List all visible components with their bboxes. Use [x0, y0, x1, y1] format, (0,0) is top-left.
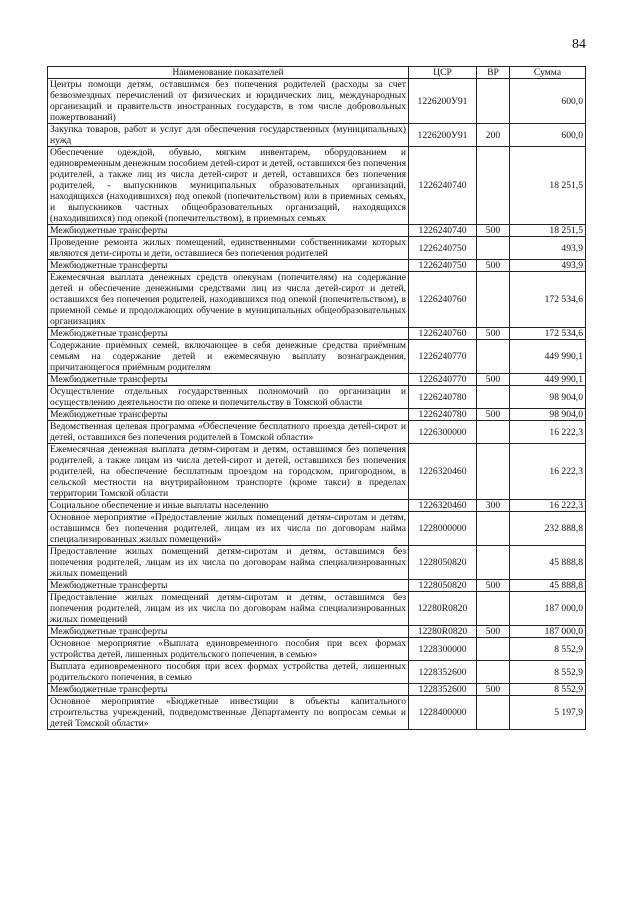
cell-csr: 1226200У91 [409, 79, 477, 124]
column-header-csr: ЦСР [409, 67, 477, 79]
table-row [48, 512, 586, 546]
cell-csr: 1226240780 [409, 409, 477, 421]
table-body [48, 79, 586, 730]
cell-vr [477, 512, 510, 546]
column-header-sum: Сумма [510, 67, 586, 79]
cell-vr: 500 [477, 374, 510, 386]
cell-vr [477, 592, 510, 626]
cell-name: Межбюджетные трансферты [48, 225, 409, 237]
cell-name: Межбюджетные трансферты [48, 409, 409, 421]
cell-name: Предоставление жилых помещений детям-сиротам и детям, оставшимся без попечения родителей, лицам из их числа по договорам найма специализированных жилых помещений [48, 546, 409, 580]
table-row [48, 696, 586, 730]
cell-name: Основное мероприятие «Бюджетные инвестиции в объекты капитального строительства учреждений, подведомственные Департаменту по вопросам семьи и детей Томской области» [48, 696, 409, 730]
cell-sum: 187 000,0 [510, 626, 586, 638]
table-row [48, 225, 586, 237]
cell-name: Выплата единовременного пособия при всех формах устройства детей, лишенных родительского попечения, в семью [48, 661, 409, 684]
cell-vr: 500 [477, 626, 510, 638]
cell-vr [477, 340, 510, 374]
cell-name: Социальное обеспечение и иные выплаты населению [48, 500, 409, 512]
cell-sum: 45 888,8 [510, 580, 586, 592]
cell-vr [477, 661, 510, 684]
cell-name: Межбюджетные трансферты [48, 684, 409, 696]
cell-sum: 98 904,0 [510, 386, 586, 409]
table-row [48, 124, 586, 147]
table-header-row [48, 67, 586, 79]
cell-csr: 1226240760 [409, 328, 477, 340]
cell-name: Закупка товаров, работ и услуг для обеспечения государственных (муниципальных) нужд [48, 124, 409, 147]
cell-sum: 16 222,3 [510, 421, 586, 444]
cell-sum: 8 552,9 [510, 661, 586, 684]
cell-vr [477, 237, 510, 260]
table-row [48, 638, 586, 661]
cell-sum: 16 222,3 [510, 500, 586, 512]
table-row [48, 421, 586, 444]
cell-vr: 200 [477, 124, 510, 147]
cell-name: Осуществление отдельных государственных полномочий по организации и осуществлению деятельности по опеке и попечительству в Томской области [48, 386, 409, 409]
table-row [48, 684, 586, 696]
budget-table [47, 66, 586, 730]
cell-csr: 1226320460 [409, 500, 477, 512]
table-row [48, 328, 586, 340]
cell-sum: 172 534,6 [510, 328, 586, 340]
cell-name: Межбюджетные трансферты [48, 374, 409, 386]
cell-csr: 1226240740 [409, 225, 477, 237]
cell-vr [477, 444, 510, 500]
cell-name: Основное мероприятие «Предоставление жилых помещений детям-сиротам и детям, оставшимся без попечения родителей, лицам из их числа по договорам найма специализированных жилых помещений» [48, 512, 409, 546]
cell-csr: 1226240770 [409, 340, 477, 374]
cell-name: Межбюджетные трансферты [48, 580, 409, 592]
cell-vr: 300 [477, 500, 510, 512]
cell-name: Ежемесячная выплата денежных средств опекунам (попечителям) на содержание детей и обеспечение денежными средствами лиц из числа детей-сирот и детей, оставшихся без попечения родителей, находившихся под опекой (попечительством), в приемной семье и продолжающих обучение в муниципальных общеобразовательных организациях [48, 272, 409, 328]
cell-vr: 500 [477, 260, 510, 272]
cell-name: Межбюджетные трансферты [48, 260, 409, 272]
table-row [48, 626, 586, 638]
cell-sum: 8 552,9 [510, 684, 586, 696]
cell-sum: 18 251,5 [510, 225, 586, 237]
cell-sum: 18 251,5 [510, 147, 586, 225]
cell-vr [477, 696, 510, 730]
table-row [48, 272, 586, 328]
cell-csr: 1228400000 [409, 696, 477, 730]
cell-csr: 1228050820 [409, 580, 477, 592]
column-header-name: Наименование показателей [48, 67, 409, 79]
cell-vr [477, 386, 510, 409]
cell-name: Обеспечение одеждой, обувью, мягким инвентарем, оборудованием и единовременным денежным пособием детей-сирот и детей, оставшихся без попечения родителей, а также лиц из числа детей-сирот и детей, оставшихся без попечения родителей, - выпускников муниципальных образовательных организаций, находящихся (находившихся) под опекой (попечительством) или в приемных семьях, и выпускников частных общеобразовательных организаций, находящихся (находившихся) под опекой (попечительством), в приемных семьях [48, 147, 409, 225]
cell-sum: 187 000,0 [510, 592, 586, 626]
table-row [48, 409, 586, 421]
cell-csr: 1226240740 [409, 147, 477, 225]
cell-vr [477, 147, 510, 225]
cell-vr: 500 [477, 684, 510, 696]
cell-vr: 500 [477, 328, 510, 340]
table-row [48, 147, 586, 225]
page-number: 84 [572, 37, 586, 52]
table-row [48, 444, 586, 500]
table-row [48, 237, 586, 260]
cell-csr: 1228050820 [409, 546, 477, 580]
cell-csr: 1226240750 [409, 237, 477, 260]
table-row [48, 500, 586, 512]
cell-vr [477, 272, 510, 328]
cell-vr [477, 638, 510, 661]
table-row [48, 661, 586, 684]
table-row [48, 580, 586, 592]
cell-sum: 493,9 [510, 237, 586, 260]
cell-name: Центры помощи детям, оставшимся без попечения родителей (расходы за счет безвозмездных перечислений от физических и юридических лиц, международных организаций и правительств иностранных государств, в том числе добровольных пожертвований) [48, 79, 409, 124]
cell-csr: 1228352600 [409, 661, 477, 684]
cell-name: Ведомственная целевая программа «Обеспечение бесплатного проезда детей-сирот и детей, оставшихся без попечения родителей в Томской области» [48, 421, 409, 444]
cell-csr: 1228352600 [409, 684, 477, 696]
cell-vr [477, 421, 510, 444]
cell-vr: 500 [477, 580, 510, 592]
cell-csr: 1226300000 [409, 421, 477, 444]
cell-sum: 600,0 [510, 124, 586, 147]
cell-name: Межбюджетные трансферты [48, 328, 409, 340]
cell-name: Предоставление жилых помещений детям-сиротам и детям, оставшимся без попечения родителей, лицам из их числа по договорам найма специализированных жилых помещений [48, 592, 409, 626]
table-row [48, 340, 586, 374]
cell-sum: 232 888,8 [510, 512, 586, 546]
cell-sum: 172 534,6 [510, 272, 586, 328]
cell-csr: 1228300000 [409, 638, 477, 661]
cell-csr: 1226200У91 [409, 124, 477, 147]
cell-sum: 16 222,3 [510, 444, 586, 500]
cell-csr: 1226240760 [409, 272, 477, 328]
cell-vr [477, 546, 510, 580]
cell-vr: 500 [477, 225, 510, 237]
cell-sum: 5 197,9 [510, 696, 586, 730]
cell-sum: 449 990,1 [510, 340, 586, 374]
cell-name: Содержание приёмных семей, включающее в себя денежные средства приёмным семьям на содержание детей и ежемесячную выплату вознаграждения, причитающегося приёмным родителям [48, 340, 409, 374]
table-row [48, 592, 586, 626]
cell-name: Проведение ремонта жилых помещений, единственными собственниками которых являются дети-сироты и дети, оставшиеся без попечения родителей [48, 237, 409, 260]
cell-name: Основное мероприятие «Выплата единовременного пособия при всех формах устройства детей, лишенных родительского попечения, в семью» [48, 638, 409, 661]
cell-sum: 600,0 [510, 79, 586, 124]
cell-vr [477, 79, 510, 124]
cell-name: Ежемесячная денежная выплата детям-сиротам и детям, оставшимся без попечения родителей, а также лицам из числа детей-сирот и детей, оставшихся без попечения родителей, на обеспечение бесплатным проездом на городском, пригородном, в сельской местности на внутрирайонном транспорте (кроме такси) в пределах территории Томской области [48, 444, 409, 500]
cell-sum: 449 990,1 [510, 374, 586, 386]
cell-name: Межбюджетные трансферты [48, 626, 409, 638]
cell-csr: 1226240780 [409, 386, 477, 409]
cell-sum: 98 904,0 [510, 409, 586, 421]
cell-sum: 493,9 [510, 260, 586, 272]
cell-csr: 1226240770 [409, 374, 477, 386]
cell-csr: 1228000000 [409, 512, 477, 546]
cell-sum: 45 888,8 [510, 546, 586, 580]
cell-csr: 12280R0820 [409, 592, 477, 626]
cell-csr: 1226320460 [409, 444, 477, 500]
cell-csr: 1226240750 [409, 260, 477, 272]
table-row [48, 79, 586, 124]
table-row [48, 386, 586, 409]
cell-sum: 8 552,9 [510, 638, 586, 661]
table-row [48, 374, 586, 386]
cell-csr: 12280R0820 [409, 626, 477, 638]
table-row [48, 546, 586, 580]
column-header-vr: ВР [477, 67, 510, 79]
table-row [48, 260, 586, 272]
cell-vr: 500 [477, 409, 510, 421]
